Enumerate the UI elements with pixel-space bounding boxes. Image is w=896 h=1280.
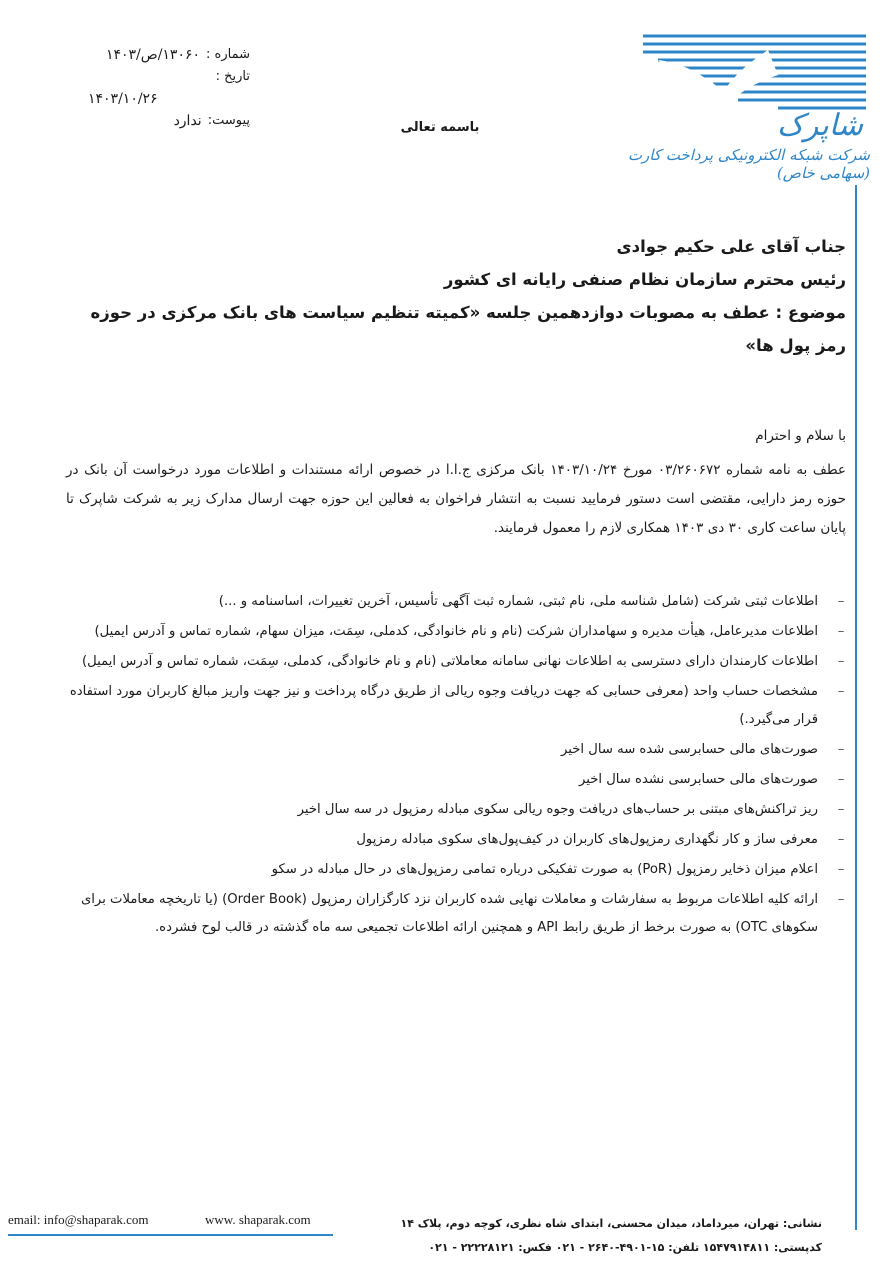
date-value: ۱۴۰۳/۱۰/۲۶ (88, 91, 158, 107)
requirements-list (68, 588, 848, 944)
company-name: شرکت شبکه الکترونیکی پرداخت کارت (سهامی خاص) (627, 146, 870, 182)
list-item: – صورت‌های مالی حسابرسی نشده سال اخیر (578, 772, 845, 787)
attachment-value: ندارد (173, 113, 202, 129)
recipient-name: جناب آقای علی حکیم جوادی (616, 237, 846, 256)
postal-code: ۱۵۴۷۹۱۴۸۱۱ (702, 1241, 771, 1254)
postal-label: کدپستی: (773, 1241, 822, 1254)
attachment-label: پیوست: (207, 113, 250, 128)
list-item: – ریز تراکنش‌های مبتنی بر حساب‌های دریافت وجوه ریالی سکوی مبادله رمزپول در سه سال اخیر (297, 802, 845, 817)
address-text: تهران، میرداماد، میدان محسنی، ابتدای شاه نظری، کوچه دوم، پلاک ۱۴ (400, 1217, 780, 1230)
recipient-position: رئیس محترم سازمان نظام صنفی رایانه ای کشور (443, 270, 846, 289)
number-label: شماره : (206, 47, 250, 62)
logo-wordmark: شاپرک (776, 108, 863, 143)
fax-number: ۲۲۲۲۸۱۲۱ - ۰۲۱ (428, 1241, 515, 1254)
footer-address-block (362, 1212, 822, 1260)
address-row (362, 1212, 822, 1236)
body-paragraph: عطف به نامه شماره ۰۳/۲۶۰۶۷۲ مورخ ۱۴۰۳/۱۰/۲۴ بانک مرکزی ج.ا.ا در خصوص ارائه مستندات و اطلاعات مورد درخواست آن بانک در حوزه رمز دارایی، مقتضی است دستور فرمایید نسبت به انتشار فراخوان به فعالین این حوزه جهت ارسال مدارک زیر به شرکت شاپرک تا پایان ساعت کاری ۳۰ دی ۱۴۰۳ همکاری لازم را معمول فرمایند. (66, 462, 846, 536)
number-value: ۱۳۰۶۰/ص/۱۴۰۳ (105, 47, 201, 63)
letter-subject: موضوع : عطف به مصوبات دوازدهمین جلسه «کمیته تنظیم سیاست های بانک مرکزی در حوزه رمز پول ها» (90, 303, 846, 355)
number-row (70, 44, 250, 66)
footer-website[interactable]: www. shaparak.com (205, 1212, 311, 1227)
address-label: نشانی: (782, 1217, 822, 1230)
footer-email[interactable]: email: info@shaparak.com (8, 1212, 149, 1227)
list-item: – معرفی ساز و کار نگهداری رمزپول‌های کاربران در کیف‌پول‌های سکوی مبادله رمزپول (356, 832, 845, 847)
margin-rule (855, 185, 857, 1230)
addressee-block (66, 230, 846, 362)
list-item: – اطلاعات ثبتی شرکت (شامل شناسه ملی، نام ثبتی، شماره ثبت آگهی تأسیس، آخرین تغییرات، اساسنامه و ...) (218, 594, 845, 609)
contact-row (362, 1236, 822, 1260)
attachment-row (70, 110, 250, 132)
letter-meta (70, 44, 250, 132)
list-item: – اطلاعات مدیرعامل، هیأت مدیره و سهامداران شرکت (نام و نام خانوادگی، کدملی، سِمَت، میزان سهام، شماره تماس و آدرس ایمیل) (94, 624, 845, 639)
list-item: – صورت‌های مالی حسابرسی شده سه سال اخیر (561, 742, 845, 757)
phone-label: تلفن: (668, 1241, 700, 1254)
date-value-row (70, 88, 250, 110)
footer-rule (8, 1234, 333, 1236)
date-label: تاریخ : (215, 69, 250, 84)
basmala: باسمه تعالی (400, 120, 480, 135)
fax-label: فکس: (518, 1241, 552, 1254)
greeting: با سلام و احترام (755, 428, 846, 444)
list-item: – مشخصات حساب واحد (معرفی حسابی که جهت دریافت وجوه ریالی از طریق درگاه پرداخت و نیز جهت واریز مبالغ کاربران مورد استفاده قرار می‌گیرد.) (69, 684, 845, 727)
phone-number: ۱۵-۴۹۰۱-۲۶۴۰ - ۰۲۱ (555, 1241, 665, 1254)
list-item: – اطلاعات کارمندان دارای دسترسی به اطلاعات نهانی سامانه معاملاتی (نام و نام خانوادگی، کدملی، سِمَت، شماره تماس و آدرس ایمیل) (81, 654, 845, 669)
list-item: – ارائه کلیه اطلاعات مربوط به سفارشات و معاملات نهایی شده کاربران نزد کارگزاران رمزپول (Order Book) (یا تاریخچه معاملات برای سکوهای OTC) به صورت برخط از طریق رابط API و همچنین ارائه اطلاعات تجمیعی سه ماه گذشته در قالب لوح فشرده. (80, 892, 845, 935)
date-row (70, 66, 250, 88)
list-item: – اعلام میزان ذخایر رمزپول (PoR) به صورت تفکیکی درباره تمامی رمزپول‌های در حال مبادله در سکو (271, 862, 845, 877)
